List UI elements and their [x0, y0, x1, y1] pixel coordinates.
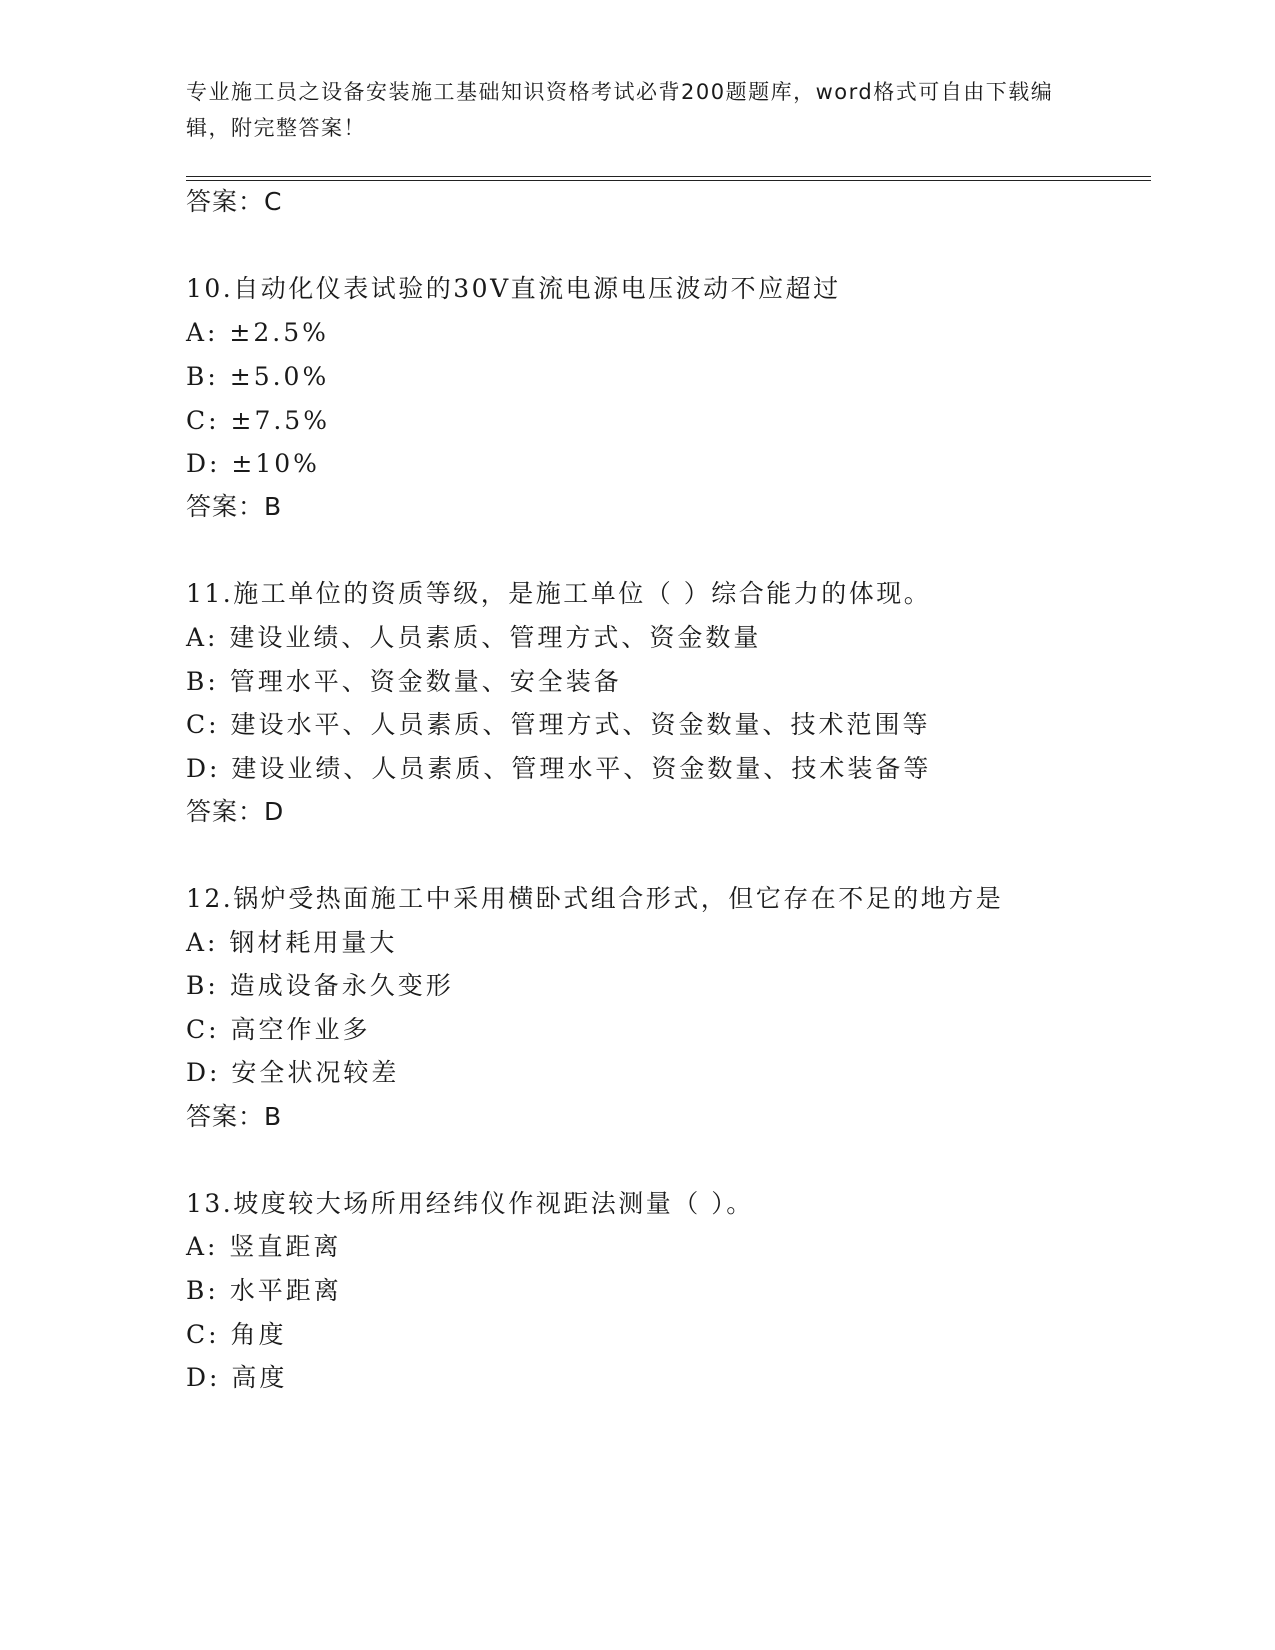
- option-c: C: ±7.5%: [186, 406, 330, 435]
- option-d: D: ±10%: [186, 449, 320, 478]
- option-d: D: 高度: [186, 1363, 288, 1392]
- option-a: A: 竖直距离: [186, 1232, 342, 1261]
- option-c: C: 高空作业多: [186, 1015, 371, 1044]
- option-a: A: 建设业绩、人员素质、管理方式、资金数量: [186, 623, 762, 652]
- option-b: B: 管理水平、资金数量、安全装备: [186, 667, 622, 696]
- option-c: C: 角度: [186, 1320, 287, 1349]
- question-stem: 10.自动化仪表试验的30V直流电源电压波动不应超过: [186, 274, 841, 303]
- question-stem: 11.施工单位的资质等级，是施工单位（ ）综合能力的体现。: [186, 579, 932, 608]
- question-stem: 12.锅炉受热面施工中采用横卧式组合形式，但它存在不足的地方是: [186, 884, 1004, 913]
- option-d: D: 安全状况较差: [186, 1058, 400, 1087]
- option-b: B: 水平距离: [186, 1276, 342, 1305]
- answer-line: 答案：D: [186, 797, 285, 826]
- document-header: 专业施工员之设备安装施工基础知识资格考试必背200题题库，word格式可自由下载编辑，附完整答案！: [186, 80, 1054, 140]
- option-a: A: ±2.5%: [186, 318, 329, 347]
- option-c: C: 建设水平、人员素质、管理方式、资金数量、技术范围等: [186, 710, 931, 739]
- option-d: D: 建设业绩、人员素质、管理水平、资金数量、技术装备等: [186, 754, 932, 783]
- option-a: A: 钢材耗用量大: [186, 928, 398, 957]
- answer-line: 答案：B: [186, 492, 283, 521]
- answer-line: 答案：B: [186, 1102, 283, 1131]
- question-stem: 13.坡度较大场所用经纬仪作视距法测量（ ）。: [186, 1189, 754, 1218]
- answer-line: 答案：C: [186, 187, 283, 216]
- header-divider: [186, 176, 1151, 181]
- option-b: B: ±5.0%: [186, 362, 330, 391]
- option-b: B: 造成设备永久变形: [186, 971, 454, 1000]
